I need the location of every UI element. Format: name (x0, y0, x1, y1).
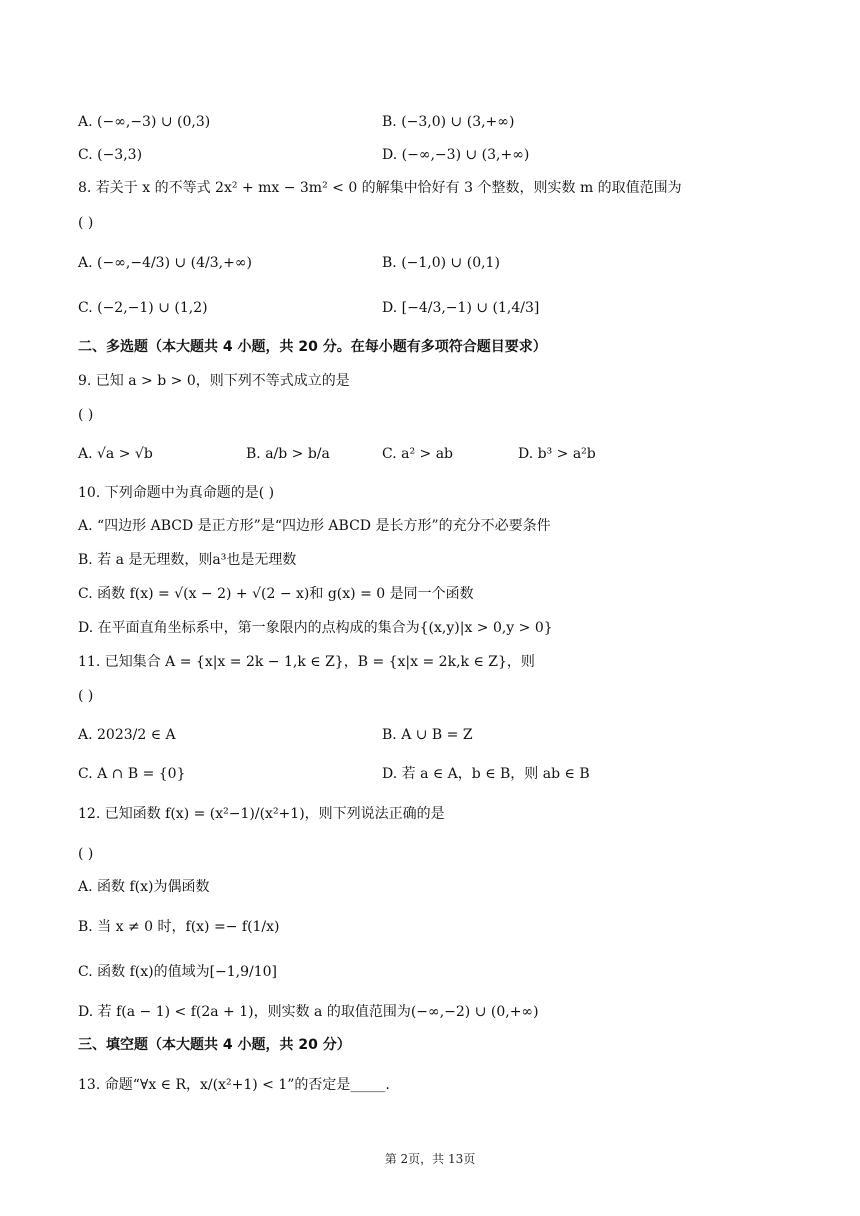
q12-option-d: D. 若 f(a − 1) < f(2a + 1)，则实数 a 的取值范围为(−∞,−2) ∪ (0,+∞) (78, 1004, 539, 1020)
section-multiple-choice-heading: 二、多选题（本大题共 4 小题，共 20 分。在每小题有多项符合题目要求） (78, 339, 547, 355)
q12-stem: 12. 已知函数 f(x) = (x²−1)/(x²+1)，则下列说法正确的是 (78, 806, 445, 822)
q10-option-a: A. “四边形 ABCD 是正方形”是“四边形 ABCD 是长方形”的充分不必要条件 (78, 518, 551, 534)
q9-option-a: A. √a > √b (78, 446, 153, 462)
q7-option-b: B. (−3,0) ∪ (3,+∞) (382, 114, 515, 130)
q11-stem: 11. 已知集合 A = {x|x = 2k − 1,k ∈ Z}，B = {x|x = 2k,k ∈ Z}，则 (78, 654, 535, 670)
q12-paren: ( ) (78, 846, 94, 862)
q12-option-c: C. 函数 f(x)的值域为[−1,9/10] (78, 964, 278, 980)
q7-option-c: C. (−3,3) (78, 147, 143, 163)
q11-option-d: D. 若 a ∈ A，b ∈ B，则 ab ∈ B (382, 766, 590, 782)
q10-option-b: B. 若 a 是无理数，则a³也是无理数 (78, 552, 297, 568)
q9-option-b: B. a/b > b/a (246, 446, 330, 462)
q11-option-a: A. 2023/2 ∈ A (78, 727, 176, 743)
q12-option-a: A. 函数 f(x)为偶函数 (78, 879, 210, 895)
q10-stem: 10. 下列命题中为真命题的是( ) (78, 485, 275, 501)
q9-option-c: C. a² > ab (382, 446, 454, 462)
q11-paren: ( ) (78, 688, 94, 704)
q10-option-d: D. 在平面直角坐标系中，第一象限内的点构成的集合为{(x,y)|x > 0,y > 0} (78, 620, 553, 636)
q8-option-b: B. (−1,0) ∪ (0,1) (382, 255, 500, 271)
q12-option-b: B. 当 x ≠ 0 时，f(x) =− f(1/x) (78, 919, 280, 935)
q8-option-a: A. (−∞,−4/3) ∪ (4/3,+∞) (78, 255, 252, 271)
q8-paren: ( ) (78, 215, 94, 231)
q7-option-a: A. (−∞,−3) ∪ (0,3) (78, 114, 211, 130)
q10-option-c: C. 函数 f(x) = √(x − 2) + √(2 − x)和 g(x) = 0 是同一个函数 (78, 586, 474, 602)
q7-option-d: D. (−∞,−3) ∪ (3,+∞) (382, 147, 530, 163)
q9-option-d: D. b³ > a²b (518, 446, 596, 462)
q11-option-c: C. A ∩ B = {0} (78, 766, 186, 782)
section-fill-in-heading: 三、填空题（本大题共 4 小题，共 20 分） (78, 1037, 351, 1053)
page-footer: 第 2页，共 13页 (384, 1152, 476, 1166)
q13-stem: 13. 命题“∀x ∈ R，x/(x²+1) < 1”的否定是_____. (78, 1077, 390, 1093)
q8-stem: 8. 若关于 x 的不等式 2x² + mx − 3m² < 0 的解集中恰好有 3 个整数，则实数 m 的取值范围为 (78, 180, 682, 196)
q8-option-c: C. (−2,−1) ∪ (1,2) (78, 300, 208, 316)
q11-option-b: B. A ∪ B = Z (382, 727, 473, 743)
q9-paren: ( ) (78, 407, 94, 423)
q8-option-d: D. [−4/3,−1) ∪ (1,4/3] (382, 300, 540, 316)
q9-stem: 9. 已知 a > b > 0，则下列不等式成立的是 (78, 373, 350, 389)
